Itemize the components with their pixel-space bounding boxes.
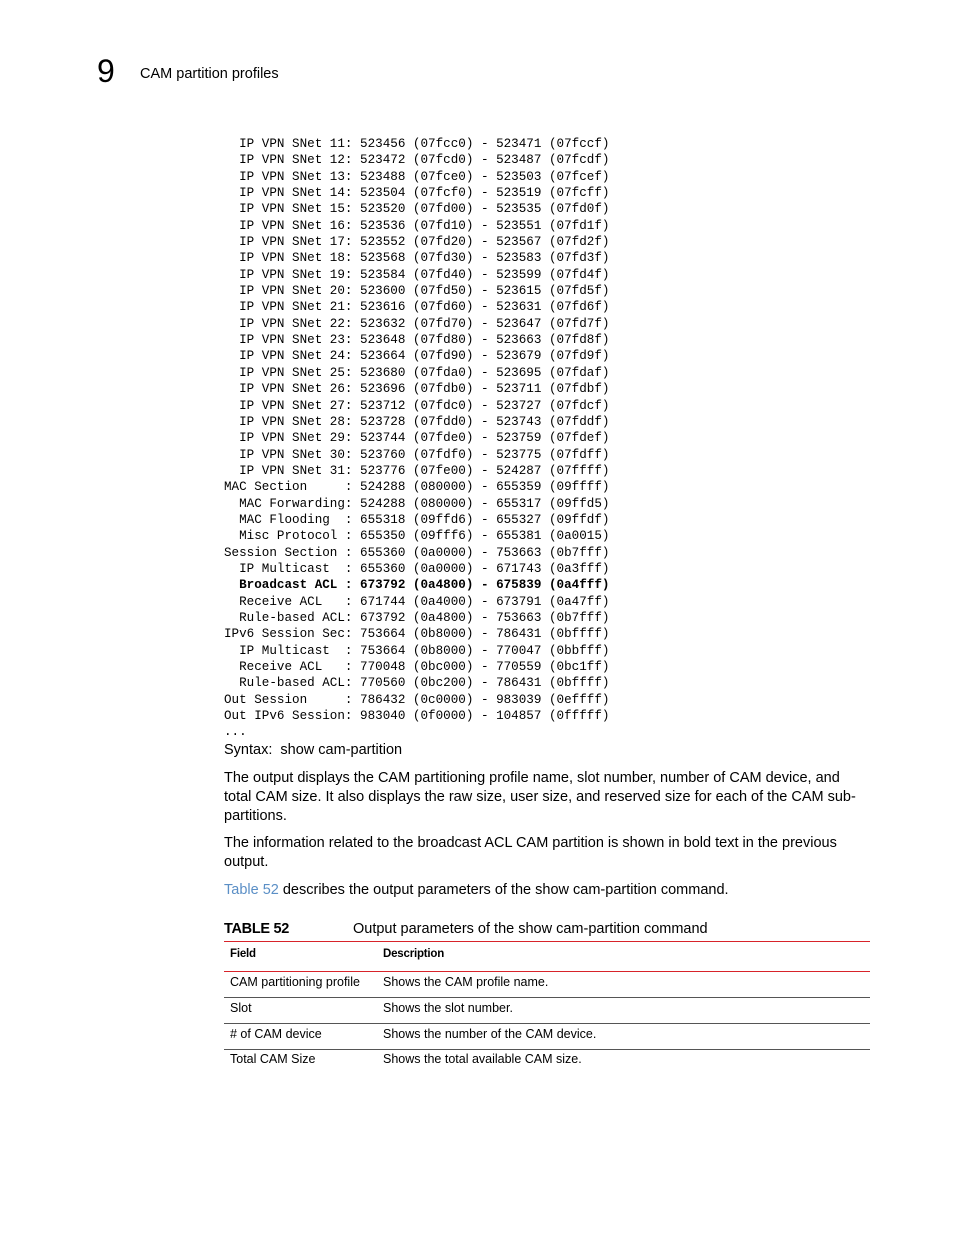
chapter-number: 9 bbox=[97, 53, 115, 89]
code-line: IP VPN SNet 25: 523680 (07fda0) - 523695 (07fdaf) bbox=[224, 365, 610, 380]
table-header-rule bbox=[224, 971, 870, 972]
code-line: IP VPN SNet 29: 523744 (07fde0) - 523759 (07fdef) bbox=[224, 431, 610, 446]
code-line: Rule-based ACL: 673792 (0a4800) - 753663 (0b7fff) bbox=[224, 610, 610, 625]
table-row-divider bbox=[224, 997, 870, 998]
code-line: IP VPN SNet 12: 523472 (07fcd0) - 523487 (07fcdf) bbox=[224, 153, 610, 168]
table-row-divider bbox=[224, 1023, 870, 1024]
code-line: ... bbox=[224, 725, 247, 740]
code-line: MAC Section : 524288 (080000) - 655359 (09ffff) bbox=[224, 480, 610, 495]
table-top-rule bbox=[224, 941, 870, 942]
code-line: IP VPN SNet 30: 523760 (07fdf0) - 523775 (07fdff) bbox=[224, 447, 610, 462]
code-line: Broadcast ACL : 673792 (0a4800) - 675839 (0a4fff) bbox=[224, 578, 610, 593]
code-line: Receive ACL : 671744 (0a4000) - 673791 (0a47ff) bbox=[224, 594, 610, 609]
running-title: CAM partition profiles bbox=[140, 66, 279, 82]
table-title-suffix: command bbox=[639, 921, 708, 937]
table-cell-description: Shows the CAM profile name. bbox=[383, 975, 549, 989]
xref-end-text: command. bbox=[656, 882, 729, 898]
code-line: IP Multicast : 655360 (0a0000) - 671743 (0a3fff) bbox=[224, 561, 610, 576]
table-cell-field: Total CAM Size bbox=[230, 1052, 316, 1066]
code-line: IPv6 Session Sec: 753664 (0b8000) - 786431 (0bffff) bbox=[224, 627, 610, 642]
code-line: Out Session : 786432 (0c0000) - 983039 (0effff) bbox=[224, 692, 610, 707]
code-line: MAC Forwarding: 524288 (080000) - 655317 (09ffd5) bbox=[224, 496, 610, 511]
code-line: IP VPN SNet 21: 523616 (07fd60) - 523631 (07fd6f) bbox=[224, 300, 610, 315]
code-line: IP VPN SNet 22: 523632 (07fd70) - 523647 (07fd7f) bbox=[224, 316, 610, 331]
code-line: IP VPN SNet 23: 523648 (07fd80) - 523663 (07fd8f) bbox=[224, 333, 610, 348]
description-paragraph-2: The information related to the broadcast ACL CAM partition is shown in bold text in the previous output. bbox=[224, 835, 837, 870]
code-line: IP VPN SNet 31: 523776 (07fe00) - 524287 (07ffff) bbox=[224, 463, 610, 478]
table-title bbox=[353, 920, 708, 938]
code-line: IP VPN SNet 24: 523664 (07fd90) - 523679 (07fd9f) bbox=[224, 349, 610, 364]
code-line: IP VPN SNet 26: 523696 (07fdb0) - 523711 (07fdbf) bbox=[224, 382, 610, 397]
code-line: MAC Flooding : 655318 (09ffd6) - 655327 (09ffdf) bbox=[224, 512, 610, 527]
table-cell-field: CAM partitioning profile bbox=[230, 975, 360, 989]
code-line: Receive ACL : 770048 (0bc000) - 770559 (0bc1ff) bbox=[224, 660, 610, 674]
code-line: Misc Protocol : 655350 (09fff6) - 655381 (0a0015) bbox=[224, 529, 610, 544]
xref-middle-text: describes the output parameters of the bbox=[278, 882, 536, 898]
code-line: IP VPN SNet 17: 523552 (07fd20) - 523567 (07fd2f) bbox=[224, 235, 610, 250]
code-line: IP VPN SNet 16: 523536 (07fd10) - 523551 (07fd1f) bbox=[224, 218, 610, 233]
table-52-link[interactable]: Table 52 bbox=[224, 882, 279, 898]
command-output-block bbox=[224, 136, 609, 741]
description-paragraph-1: The output displays the CAM partitioning profile name, slot number, number of CAM device, and total CAM size. It also displays the raw size, user size, and reserved size for each of the CAM sub-partitions. bbox=[224, 770, 856, 824]
code-line: IP VPN SNet 11: 523456 (07fcc0) - 523471 (07fccf) bbox=[224, 137, 610, 151]
syntax-line bbox=[224, 741, 402, 759]
code-line: IP VPN SNet 20: 523600 (07fd50) - 523615 (07fd5f) bbox=[224, 284, 610, 299]
table-header-field: Field bbox=[230, 948, 256, 960]
code-line: IP VPN SNet 14: 523504 (07fcf0) - 523519 (07fcff) bbox=[224, 186, 610, 201]
syntax-command: show cam-partition bbox=[280, 742, 403, 758]
table-cell-description: Shows the number of the CAM device. bbox=[383, 1027, 597, 1041]
code-line: Out IPv6 Session: 983040 (0f0000) - 104857 (0fffff) bbox=[224, 709, 610, 724]
code-line: IP VPN SNet 15: 523520 (07fd00) - 523535 (07fd0f) bbox=[224, 202, 610, 217]
code-line: IP VPN SNet 27: 523712 (07fdc0) - 523727 (07fdcf) bbox=[224, 398, 610, 413]
code-line: Session Section : 655360 (0a0000) - 753663 (0b7fff) bbox=[224, 545, 610, 560]
xref-command: show cam-partition bbox=[535, 882, 657, 898]
syntax-label: Syntax: bbox=[224, 742, 273, 758]
table-cell-description: Shows the slot number. bbox=[383, 1001, 513, 1015]
code-line: IP VPN SNet 19: 523584 (07fd40) - 523599 (07fd4f) bbox=[224, 267, 610, 282]
code-line: Rule-based ACL: 770560 (0bc200) - 786431 (0bffff) bbox=[224, 676, 610, 691]
code-line: IP VPN SNet 13: 523488 (07fce0) - 523503 (07fcef) bbox=[224, 169, 610, 184]
table-label: TABLE 52 bbox=[224, 921, 290, 937]
table-title-command: show cam-partition bbox=[518, 921, 640, 937]
table-cell-field: # of CAM device bbox=[230, 1027, 322, 1041]
table-cell-field: Slot bbox=[230, 1001, 252, 1015]
table-row-divider bbox=[224, 1049, 870, 1050]
table-reference-paragraph bbox=[224, 881, 864, 900]
table-cell-description: Shows the total available CAM size. bbox=[383, 1052, 582, 1066]
code-line: IP VPN SNet 18: 523568 (07fd30) - 523583 (07fd3f) bbox=[224, 251, 610, 266]
code-line: IP Multicast : 753664 (0b8000) - 770047 (0bbfff) bbox=[224, 643, 610, 658]
table-header-description: Description bbox=[383, 948, 445, 960]
code-line: IP VPN SNet 28: 523728 (07fdd0) - 523743 (07fddf) bbox=[224, 414, 610, 429]
table-title-prefix: Output parameters of the bbox=[353, 921, 519, 937]
